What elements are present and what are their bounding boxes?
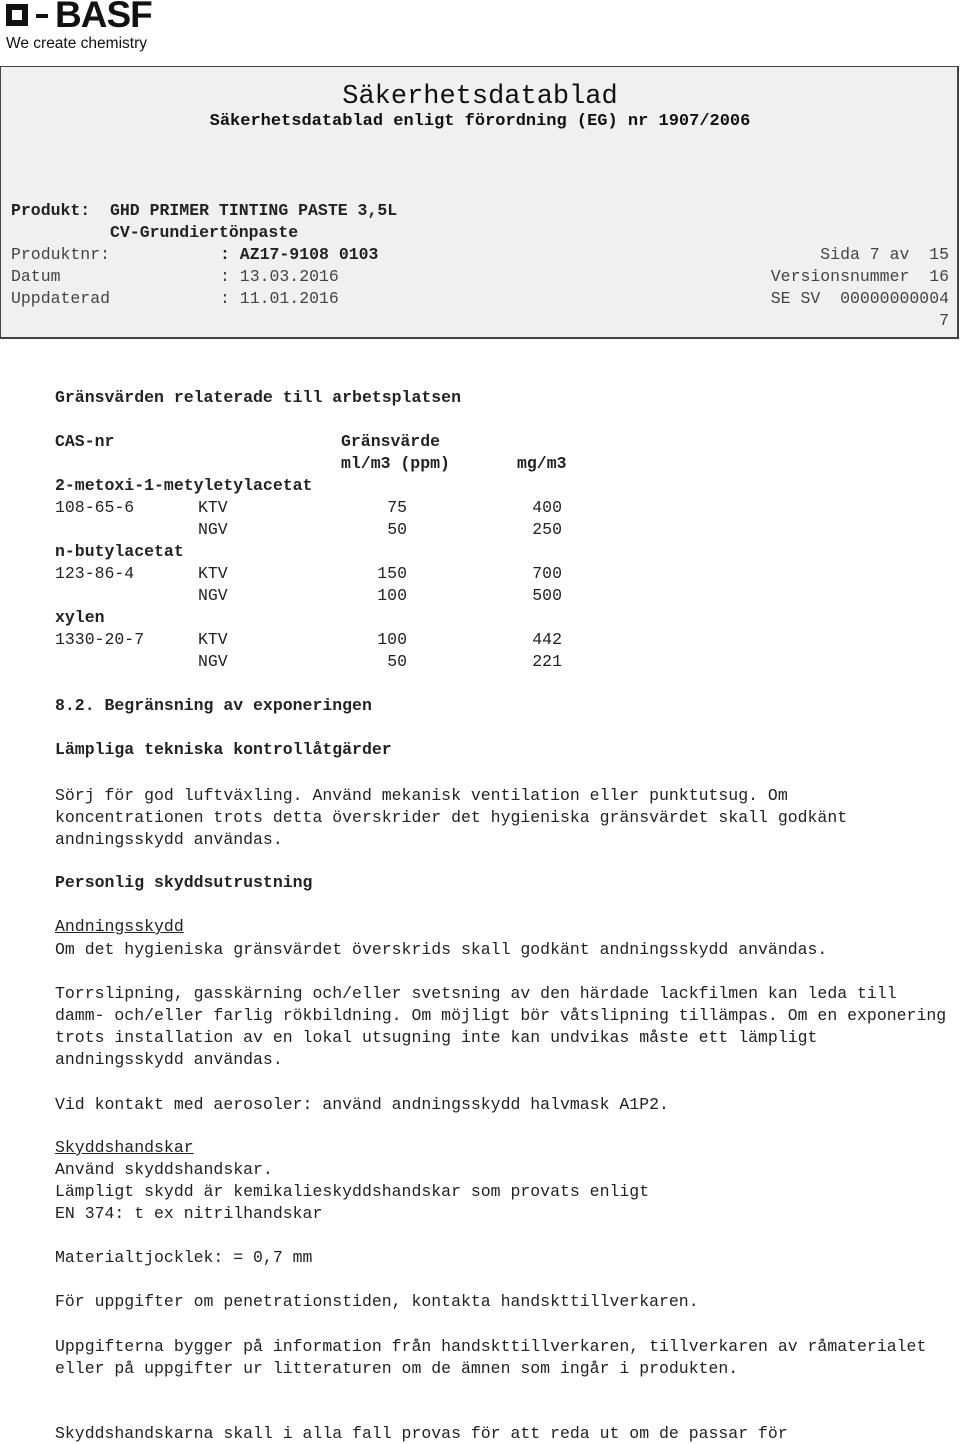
cas-number: 108-65-6 — [55, 498, 135, 517]
product-value-2: CV-Grundiertönpaste — [110, 223, 299, 242]
se-sv-number: SE SV 00000000004 — [770, 289, 949, 308]
limit-mg: 250 — [532, 520, 562, 539]
limit-ppm: 75 — [387, 498, 407, 517]
se-sv-number-cont: 7 — [939, 311, 949, 330]
limit-mg: 500 — [532, 586, 562, 605]
technical-controls-text: Sörj för god luftväxling. Använd mekanisk ventilation eller punktutsug. Om koncentrationen trots detta överskrider det hygieniska gränsvärdet skall godkänt andningsskydd användas. — [55, 786, 848, 849]
logo-tagline: We create chemistry — [6, 35, 147, 52]
gloves-line-3: EN 374: t ex nitrilhandskar — [55, 1204, 323, 1223]
technical-controls-heading: Lämpliga tekniska kontrollåtgärder — [55, 740, 392, 759]
ppe-heading: Personlig skyddsutrustning — [55, 873, 313, 892]
limit-mg: 400 — [532, 498, 562, 517]
basf-logo — [3, 0, 163, 60]
limit-type: NGV — [198, 652, 228, 671]
cas-number: 1330-20-7 — [55, 630, 145, 649]
updated-label: Uppdaterad — [11, 289, 111, 308]
respiratory-text-2: Torrslipning, gasskärning och/eller svetsning av den härdade lackfilmen kan leda till damm- och/eller farlig rökbildning. Om möjligt bör våtslipning tillämpas. Om en exponering trots installation av en lokal utsugning inte kan undvikas måste ett lämpligt andningsskydd användas. — [55, 984, 947, 1069]
document-title: Säkerhetsdatablad — [342, 82, 618, 112]
penetration-info: För uppgifter om penetrationstiden, kontakta handskttillverkaren. — [55, 1292, 699, 1311]
section-8-2-heading: 8.2. Begränsning av exponeringen — [55, 696, 372, 715]
limit-ppm: 150 — [377, 564, 407, 583]
limit-type: KTV — [198, 630, 228, 649]
product-value: GHD PRIMER TINTING PASTE 3,5L — [110, 201, 398, 220]
limit-type: KTV — [198, 564, 228, 583]
glove-testing-note: Skyddshandskarna skall i alla fall provas för att reda ut om de passar för — [55, 1424, 788, 1443]
limit-mg: 442 — [532, 630, 562, 649]
page-indicator: Sida 7 av 15 — [820, 245, 949, 264]
substance-name: 2-metoxi-1-metyletylacetat — [55, 476, 313, 495]
document-subtitle: Säkerhetsdatablad enligt förordning (EG) nr 1907/2006 — [209, 112, 751, 131]
limit-ppm: 100 — [377, 586, 407, 605]
limit-ppm: 50 — [387, 520, 407, 539]
glove-info-source: Uppgifterna bygger på information från handskttillverkaren, tillverkaren av råmaterialet eller på uppgifter ur litteraturen om de ämnen som ingår i produkten. — [55, 1337, 927, 1378]
logo-square-inner — [12, 10, 22, 20]
logo-wordmark: BASF — [55, 0, 152, 35]
limit-type: NGV — [198, 520, 228, 539]
material-thickness: Materialtjocklek: = 0,7 mm — [55, 1248, 313, 1267]
limit-mg: 700 — [532, 564, 562, 583]
updated-value: : 11.01.2016 — [220, 289, 339, 308]
limit-type: NGV — [198, 586, 228, 605]
limit-type: KTV — [198, 498, 228, 517]
gloves-line-2: Lämpligt skydd är kemikalieskyddshandskar som provats enligt — [55, 1182, 650, 1201]
limit-ppm: 100 — [377, 630, 407, 649]
respiratory-text-1: Om det hygieniska gränsvärdet överskrids skall godkänt andningsskydd användas. — [55, 940, 828, 959]
productnr-value: : AZ17-9108 0103 — [220, 245, 379, 264]
limit-ppm: 50 — [387, 652, 407, 671]
col-ppm: ml/m3 (ppm) — [341, 454, 450, 473]
limits-heading: Gränsvärden relaterade till arbetsplatsen — [55, 388, 461, 407]
cas-number: 123-86-4 — [55, 564, 135, 583]
respiratory-heading: Andningsskydd — [55, 917, 184, 936]
version-number: Versionsnummer 16 — [770, 267, 949, 286]
limit-mg: 221 — [532, 652, 562, 671]
product-label: Produkt: — [11, 201, 91, 220]
gloves-heading: Skyddshandskar — [55, 1138, 194, 1157]
date-label: Datum — [11, 267, 61, 286]
col-mg: mg/m3 — [517, 454, 567, 473]
substance-name: n-butylacetat — [55, 542, 184, 561]
productnr-label: Produktnr: — [11, 245, 111, 264]
col-limit: Gränsvärde — [341, 432, 441, 451]
col-cas: CAS-nr — [55, 432, 115, 451]
gloves-line-1: Använd skyddshandskar. — [55, 1160, 273, 1179]
substance-name: xylen — [55, 608, 105, 627]
date-value: : 13.03.2016 — [220, 267, 339, 286]
logo-dash — [36, 14, 48, 18]
respiratory-text-3: Vid kontakt med aerosoler: använd andningsskydd halvmask A1P2. — [55, 1095, 669, 1114]
